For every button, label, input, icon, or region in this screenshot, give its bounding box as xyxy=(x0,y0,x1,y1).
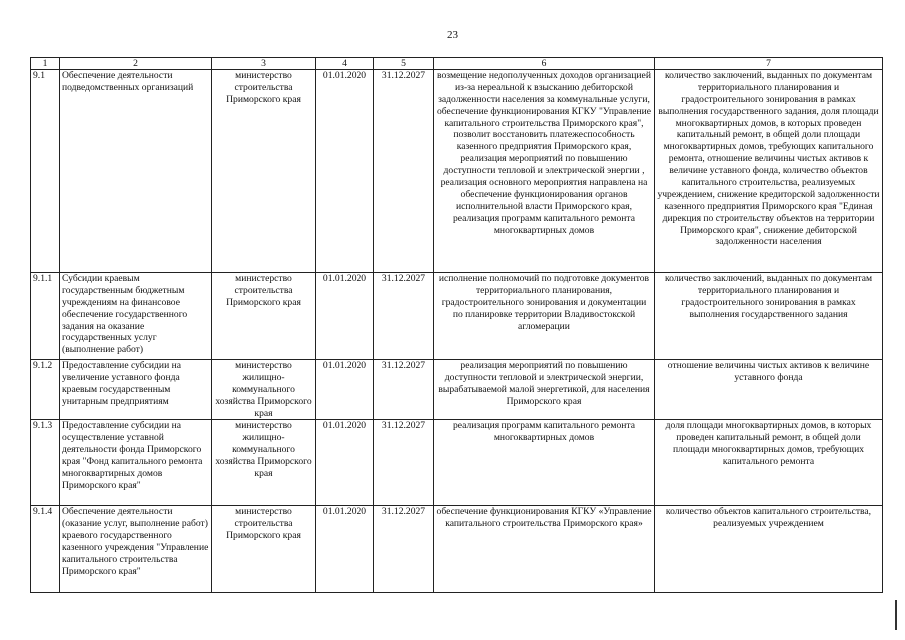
header-cell: 5 xyxy=(374,58,434,70)
measure-name: Обеспечение деятельности (оказание услуг, выполнение работ) краевого государственного казенного учреждения "Управление капитального строительства Приморского края" xyxy=(60,506,212,593)
start-date: 01.01.2020 xyxy=(316,506,374,593)
executor: министерство строительства Приморского края xyxy=(212,273,316,360)
table-row xyxy=(31,273,883,360)
measure-name: Предоставление субсидии на осуществление уставной деятельности фонда Приморского края "Фонд капитального ремонта многоквартирных домов Приморского края" xyxy=(60,420,212,506)
header-cell: 7 xyxy=(655,58,883,70)
indicator: количество объектов капитального строительства, реализуемых учреждением xyxy=(655,506,883,593)
end-date: 31.12.2027 xyxy=(374,420,434,506)
header-row xyxy=(31,58,883,70)
expected-result: обеспечение функционирования КГКУ «Управление капитального строительства Приморского края» xyxy=(434,506,655,593)
header-cell: 3 xyxy=(212,58,316,70)
start-date: 01.01.2020 xyxy=(316,273,374,360)
table-row xyxy=(31,420,883,506)
start-date: 01.01.2020 xyxy=(316,70,374,273)
page-number: 23 xyxy=(447,29,458,41)
start-date: 01.01.2020 xyxy=(316,360,374,420)
start-date: 01.01.2020 xyxy=(316,420,374,506)
row-number: 9.1.1 xyxy=(31,273,60,360)
row-number: 9.1.2 xyxy=(31,360,60,420)
executor: министерство жилищно-коммунального хозяйства Приморского края xyxy=(212,420,316,506)
table-row xyxy=(31,506,883,593)
row-number: 9.1.3 xyxy=(31,420,60,506)
indicator: отношение величины чистых активов к величине уставного фонда xyxy=(655,360,883,420)
end-date: 31.12.2027 xyxy=(374,273,434,360)
table-row xyxy=(31,360,883,420)
indicator: количество заключений, выданных по документам территориального планирования и градостроительного зонирования в рамках выполнения государственного задания xyxy=(655,273,883,360)
header-cell: 1 xyxy=(31,58,60,70)
header-cell: 4 xyxy=(316,58,374,70)
executor: министерство жилищно-коммунального хозяйства Приморского края xyxy=(212,360,316,420)
measure-name: Обеспечение деятельности подведомственных организаций xyxy=(60,70,212,273)
row-number: 9.1.4 xyxy=(31,506,60,593)
measure-name: Предоставление субсидии на увеличение уставного фонда краевым государственным унитарным предприятиям xyxy=(60,360,212,420)
end-date: 31.12.2027 xyxy=(374,70,434,273)
end-date: 31.12.2027 xyxy=(374,360,434,420)
indicator: количество заключений, выданных по документам территориального планирования и градостроительного зонирования в рамках выполнения государственного задания, доля площади многоквартирных домов, в которых проведен капитальный ремонт, в общей доли площади многоквартирных домов, требующих капитального ремонта, отношение величины чистых активов к величине уставного фонда, количество объектов капитального строительства, реализуемых учреждением, снижение кредиторской задолженности казенного предприятия Приморского края "Единая дирекция по строительству объектов на территории Приморского края", снижение дебиторской задолженности населения xyxy=(655,70,883,273)
expected-result: реализация программ капитального ремонта многоквартирных домов xyxy=(434,420,655,506)
expected-result: исполнение полномочий по подготовке документов территориального планирования, градостроительного зонирования и документации по планировке территории Владивостокской агломерации xyxy=(434,273,655,360)
scan-edge-mark xyxy=(895,600,897,630)
header-cell: 2 xyxy=(60,58,212,70)
executor: министерство строительства Приморского края xyxy=(212,70,316,273)
table-row xyxy=(31,70,883,273)
indicator: доля площади многоквартирных домов, в которых проведен капитальный ремонт, в общей доли площади многоквартирных домов, требующих капитального ремонта xyxy=(655,420,883,506)
measure-name: Субсидии краевым государственным бюджетным учреждениям на финансовое обеспечение государственного задания на оказание государственных услуг (выполнение работ) xyxy=(60,273,212,360)
measures-table xyxy=(30,57,883,593)
executor: министерство строительства Приморского края xyxy=(212,506,316,593)
end-date: 31.12.2027 xyxy=(374,506,434,593)
header-cell: 6 xyxy=(434,58,655,70)
expected-result: возмещение недополученных доходов организацией из-за нереальной к взысканию дебиторской задолженности населения за коммунальные услуги, обеспечение функционирования КГКУ "Управление капитального строительства Приморского края", позволит восстановить платежеспособность казенного предприятия Приморского края, реализация мероприятий по повышению доступности тепловой и электрической энергии , реализация основного мероприятия направлена на обеспечение функционирования органов исполнительной власти Приморского края, реализация программ капитального ремонта многоквартирных домов xyxy=(434,70,655,273)
expected-result: реализация мероприятий по повышению доступности тепловой и электрической энергии, вырабатываемой малой энергетикой, для населения Приморского края xyxy=(434,360,655,420)
row-number: 9.1 xyxy=(31,70,60,273)
